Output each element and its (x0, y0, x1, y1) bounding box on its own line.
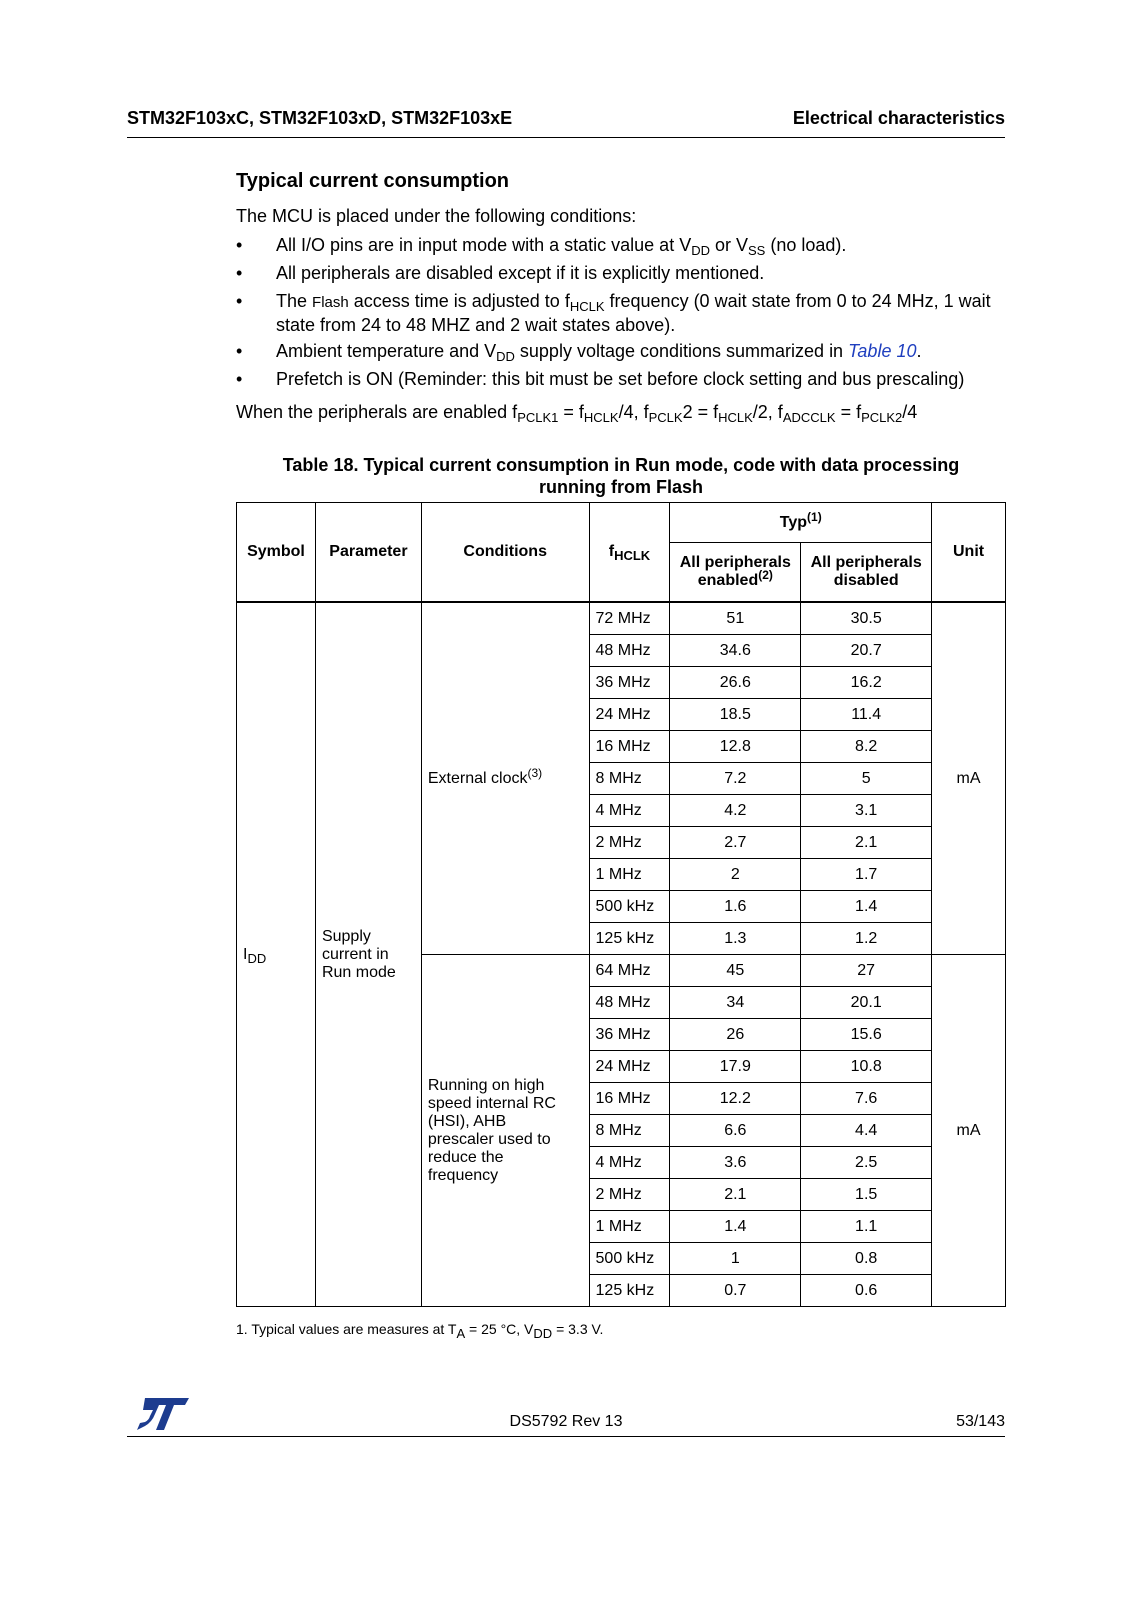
symbol-cell: $I_{DD}$ (237, 602, 316, 1307)
frequency-cell: 1 MHz (589, 859, 670, 891)
disabled-value-cell: 3.1 (801, 795, 932, 827)
enabled-value-cell: 2 (670, 859, 801, 891)
disabled-value-cell: 1.1 (801, 1211, 932, 1243)
conditions-external-clock: External clock$^{(3)}$ (421, 602, 589, 955)
disabled-value-cell: 5 (801, 763, 932, 795)
frequency-cell: 4 MHz (589, 1147, 670, 1179)
col-header-symbol: Symbol (237, 503, 316, 603)
frequency-cell: 36 MHz (589, 1019, 670, 1051)
bullet-ambient: • Ambient temperature and $V_{DD}$ supply voltage conditions summarized in Table 10. (236, 341, 922, 364)
enabled-value-cell: 7.2 (670, 763, 801, 795)
frequency-cell: 2 MHz (589, 827, 670, 859)
disabled-value-cell: 1.4 (801, 891, 932, 923)
disabled-value-cell: 0.6 (801, 1275, 932, 1307)
enabled-value-cell: 1.3 (670, 923, 801, 955)
disabled-value-cell: 20.7 (801, 635, 932, 667)
header-right-title: Electrical characteristics (792, 108, 1005, 128)
frequency-cell: 48 MHz (589, 635, 670, 667)
enabled-value-cell: 26.6 (670, 667, 801, 699)
table-row (237, 602, 1006, 635)
frequency-cell: 16 MHz (589, 1083, 670, 1115)
disabled-value-cell: 7.6 (801, 1083, 932, 1115)
disabled-value-cell: 10.8 (801, 1051, 932, 1083)
enabled-value-cell: 1.4 (670, 1211, 801, 1243)
enabled-value-cell: 0.7 (670, 1275, 801, 1307)
frequency-cell: 24 MHz (589, 1051, 670, 1083)
disabled-value-cell: 1.7 (801, 859, 932, 891)
disabled-value-cell: 15.6 (801, 1019, 932, 1051)
section-title: Typical current consumption (236, 170, 509, 192)
enabled-value-cell: 2.7 (670, 827, 801, 859)
disabled-value-cell: 20.1 (801, 987, 932, 1019)
enabled-value-cell: 4.2 (670, 795, 801, 827)
frequency-cell: 125 kHz (589, 923, 670, 955)
disabled-value-cell: 1.2 (801, 923, 932, 955)
parameter-cell: Supply current in Run mode (315, 602, 421, 1307)
intro-text: The MCU is placed under the following conditions: (236, 206, 637, 226)
frequency-cell: 125 kHz (589, 1275, 670, 1307)
table-caption: Table 18. Typical current consumption in Run mode, code with data processing running from Flash (282, 455, 960, 497)
disabled-value-cell: 2.5 (801, 1147, 932, 1179)
enabled-value-cell: 3.6 (670, 1147, 801, 1179)
disabled-value-cell: 0.8 (801, 1243, 932, 1275)
enabled-value-cell: 1.6 (670, 891, 801, 923)
enabled-value-cell: 18.5 (670, 699, 801, 731)
footnote: 1. Typical values are measures at $T_A = 25$ °C, $V_{DD} = 3.3$ V. (236, 1321, 604, 1341)
unit-cell: mA (932, 602, 1006, 955)
frequency-cell: 48 MHz (589, 987, 670, 1019)
frequency-cell: 24 MHz (589, 699, 670, 731)
enabled-value-cell: 2.1 (670, 1179, 801, 1211)
frequency-cell: 500 kHz (589, 891, 670, 923)
peripherals-enabled-line: When the peripherals are enabled $f_{PCLK1} = f_{HCLK}/4$, $f_{PCLK}2 = f_{HCLK}/2$, $f_{ADCCLK} = f_{PCLK2}/4$ (236, 402, 918, 425)
frequency-cell: 36 MHz (589, 667, 670, 699)
footer-page-number: 53/143 (956, 1413, 1005, 1430)
enabled-value-cell: 26 (670, 1019, 801, 1051)
disabled-value-cell: 27 (801, 955, 932, 987)
table-10-link[interactable]: Table 10 (848, 341, 917, 361)
enabled-value-cell: 34.6 (670, 635, 801, 667)
bullet-prefetch: • Prefetch is ON (Reminder: this bit must be set before clock setting and bus prescaling) (236, 369, 965, 389)
disabled-value-cell: 2.1 (801, 827, 932, 859)
frequency-cell: 16 MHz (589, 731, 670, 763)
enabled-value-cell: 51 (670, 602, 801, 635)
footer-doc-id: DS5792 Rev 13 (509, 1413, 623, 1430)
bullet-io-pins: • All I/O pins are in input mode with a static value at $V_{DD}$ or $V_{SS}$ (no load). (236, 235, 847, 258)
enabled-value-cell: 17.9 (670, 1051, 801, 1083)
col-header-enabled: All peripherals enabled$^{(2)}$ (670, 543, 801, 603)
disabled-value-cell: 1.5 (801, 1179, 932, 1211)
col-header-fhclk: $f_{HCLK}$ (589, 503, 670, 603)
header-rule (127, 137, 1005, 138)
current-consumption-table (236, 502, 1006, 1307)
frequency-cell: 4 MHz (589, 795, 670, 827)
disabled-value-cell: 30.5 (801, 602, 932, 635)
col-header-disabled: All peripherals disabled (801, 543, 932, 603)
disabled-value-cell: 16.2 (801, 667, 932, 699)
footer-rule (127, 1436, 1005, 1437)
bullet-flash-access: • The Flash access time is adjusted to $f_{HCLK}$ frequency (0 wait state from 0 to 24 MHz, 1 wait state from 24 to 48 MHZ and 2 wait states above). (236, 291, 991, 335)
bullet-peripherals: • All peripherals are disabled except if it is explicitly mentioned. (236, 263, 765, 283)
col-header-conditions: Conditions (421, 503, 589, 603)
disabled-value-cell: 4.4 (801, 1115, 932, 1147)
frequency-cell: 8 MHz (589, 1115, 670, 1147)
frequency-cell: 500 kHz (589, 1243, 670, 1275)
header-left-title: STM32F103xC, STM32F103xD, STM32F103xE (127, 108, 513, 128)
disabled-value-cell: 11.4 (801, 699, 932, 731)
col-header-unit: Unit (932, 503, 1006, 603)
conditions-hsi: Running on high speed internal RC (HSI), AHB prescaler used to reduce the frequency (421, 955, 589, 1307)
enabled-value-cell: 34 (670, 987, 801, 1019)
frequency-cell: 72 MHz (589, 602, 670, 635)
disabled-value-cell: 8.2 (801, 731, 932, 763)
col-header-typ: Typ$^{(1)}$ (670, 503, 932, 543)
enabled-value-cell: 1 (670, 1243, 801, 1275)
enabled-value-cell: 45 (670, 955, 801, 987)
enabled-value-cell: 12.8 (670, 731, 801, 763)
col-header-parameter: Parameter (315, 503, 421, 603)
frequency-cell: 1 MHz (589, 1211, 670, 1243)
frequency-cell: 64 MHz (589, 955, 670, 987)
enabled-value-cell: 6.6 (670, 1115, 801, 1147)
frequency-cell: 2 MHz (589, 1179, 670, 1211)
table-body (237, 602, 1006, 1307)
frequency-cell: 8 MHz (589, 763, 670, 795)
unit-cell: mA (932, 955, 1006, 1307)
enabled-value-cell: 12.2 (670, 1083, 801, 1115)
